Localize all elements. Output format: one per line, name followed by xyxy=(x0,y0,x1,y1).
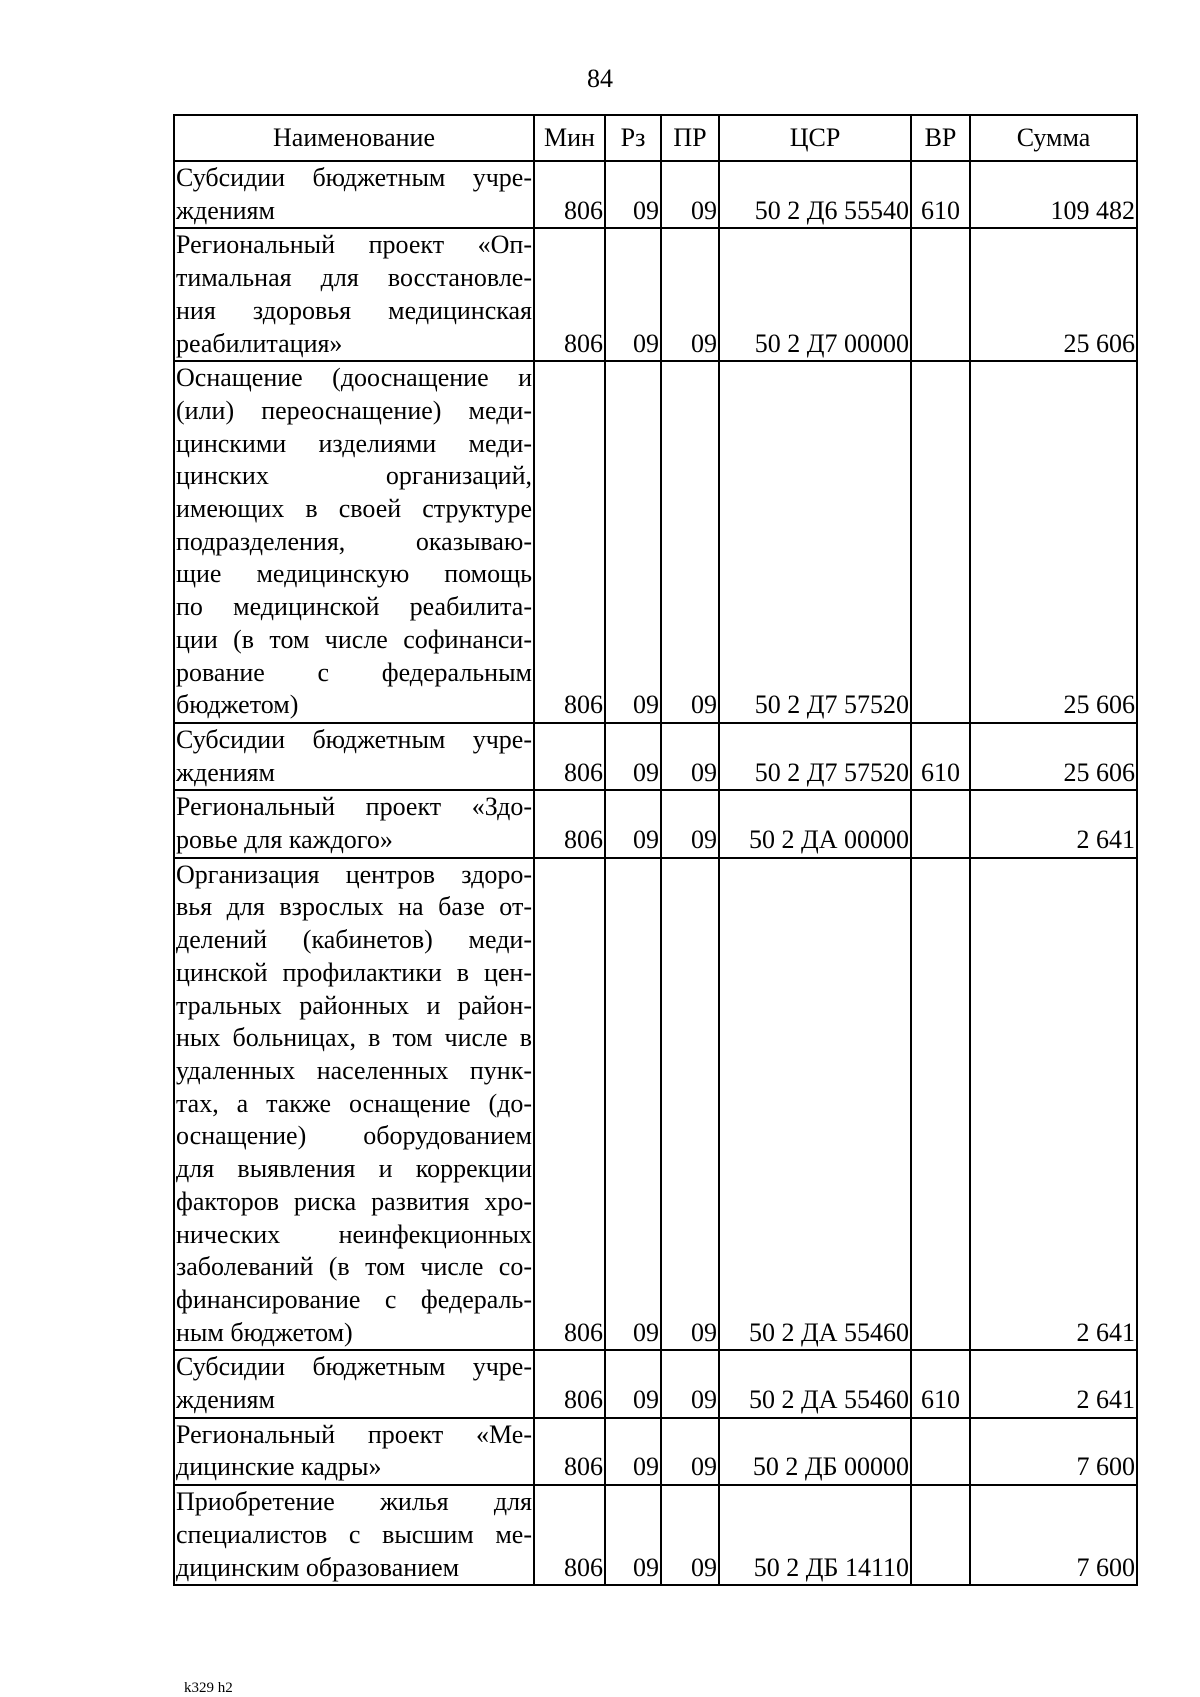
row-name-line: цинскими изделиями меди- xyxy=(176,428,532,458)
row-name-line: Оснащение (дооснащение и xyxy=(176,363,532,393)
row-name-line: заболеваний (в том числе со- xyxy=(176,1252,532,1282)
row-vr-cell xyxy=(911,1418,970,1485)
row-name-cell xyxy=(174,1418,534,1485)
table-row xyxy=(174,858,1137,1351)
row-csr-cell: 50 2 ДБ 00000 xyxy=(719,1418,911,1485)
table-row xyxy=(174,1418,1137,1485)
row-name-line: Приобретение жилья для xyxy=(176,1487,532,1517)
row-vr-cell xyxy=(911,361,970,723)
row-pr-cell: 09 xyxy=(661,1485,719,1585)
header-csr: ЦСР xyxy=(719,115,911,161)
row-sum-cell: 109 482 xyxy=(970,161,1137,228)
header-pr: ПР xyxy=(661,115,719,161)
row-name-line: цинских организаций, xyxy=(176,461,532,491)
row-vr-cell: 610 xyxy=(911,161,970,228)
row-rz-cell: 09 xyxy=(605,858,661,1351)
row-name-line: Региональный проект «Ме- xyxy=(176,1419,532,1449)
row-name-line: Организация центров здоро- xyxy=(176,859,532,889)
row-name-cell xyxy=(174,1350,534,1417)
row-name-cell xyxy=(174,1485,534,1585)
row-rz-cell: 09 xyxy=(605,1350,661,1417)
row-rz-cell: 09 xyxy=(605,228,661,361)
row-name-line: вья для взрослых на базе от- xyxy=(176,892,532,922)
row-csr-cell: 50 2 ДА 00000 xyxy=(719,790,911,857)
row-min-cell: 806 xyxy=(534,1350,605,1417)
row-name-line: имеющих в своей структуре xyxy=(176,494,532,524)
row-csr-cell: 50 2 Д7 57520 xyxy=(719,361,911,723)
row-name-line: дицинские кадры» xyxy=(176,1452,382,1482)
row-name-cell xyxy=(174,723,534,790)
row-sum-cell: 7 600 xyxy=(970,1418,1137,1485)
row-rz-cell: 09 xyxy=(605,361,661,723)
row-min-cell: 806 xyxy=(534,790,605,857)
row-csr-cell: 50 2 Д7 57520 xyxy=(719,723,911,790)
row-vr-cell xyxy=(911,790,970,857)
row-sum-cell: 2 641 xyxy=(970,1350,1137,1417)
row-min-cell: 806 xyxy=(534,361,605,723)
row-name-line: рование с федеральным xyxy=(176,657,532,687)
row-rz-cell: 09 xyxy=(605,790,661,857)
row-name-line: Региональный проект «Оп- xyxy=(176,230,532,260)
table-row xyxy=(174,1485,1137,1585)
row-csr-cell: 50 2 ДА 55460 xyxy=(719,858,911,1351)
row-rz-cell: 09 xyxy=(605,1485,661,1585)
row-name-cell xyxy=(174,161,534,228)
table-header-row xyxy=(174,115,1137,161)
row-min-cell: 806 xyxy=(534,228,605,361)
header-min: Мин xyxy=(534,115,605,161)
row-name-line: реабилитация» xyxy=(176,328,343,358)
budget-table xyxy=(173,114,1138,1586)
row-name-cell xyxy=(174,858,534,1351)
row-min-cell: 806 xyxy=(534,161,605,228)
row-pr-cell: 09 xyxy=(661,361,719,723)
row-name-line: подразделения, оказываю- xyxy=(176,526,532,556)
table-row xyxy=(174,723,1137,790)
row-name-line: для выявления и коррекции xyxy=(176,1154,532,1184)
row-name-line: бюджетом) xyxy=(176,690,299,720)
header-vr: ВР xyxy=(911,115,970,161)
row-name-cell xyxy=(174,228,534,361)
table-row xyxy=(174,1350,1137,1417)
row-sum-cell: 2 641 xyxy=(970,790,1137,857)
header-sum: Сумма xyxy=(970,115,1137,161)
row-csr-cell: 50 2 Д6 55540 xyxy=(719,161,911,228)
row-name-line: ждениям xyxy=(176,757,275,787)
row-pr-cell: 09 xyxy=(661,858,719,1351)
row-csr-cell: 50 2 Д7 00000 xyxy=(719,228,911,361)
row-name-line: ждениям xyxy=(176,1385,275,1415)
header-rz: Рз xyxy=(605,115,661,161)
row-name-line: ровье для каждого» xyxy=(176,825,393,855)
footer-code: k329 h2 xyxy=(184,1680,233,1696)
table-row xyxy=(174,228,1137,361)
row-pr-cell: 09 xyxy=(661,1350,719,1417)
row-pr-cell: 09 xyxy=(661,228,719,361)
row-min-cell: 806 xyxy=(534,858,605,1351)
row-min-cell: 806 xyxy=(534,723,605,790)
row-name-line: ным бюджетом) xyxy=(176,1317,353,1347)
row-rz-cell: 09 xyxy=(605,1418,661,1485)
row-rz-cell: 09 xyxy=(605,723,661,790)
row-vr-cell: 610 xyxy=(911,723,970,790)
row-name-line: нических неинфекционных xyxy=(176,1219,532,1249)
row-pr-cell: 09 xyxy=(661,723,719,790)
row-name-line: Субсидии бюджетным учре- xyxy=(176,1352,532,1382)
table-row xyxy=(174,790,1137,857)
row-pr-cell: 09 xyxy=(661,161,719,228)
row-name-line: тах, а также оснащение (до- xyxy=(176,1088,532,1118)
page-number: 84 xyxy=(587,64,613,93)
row-name-line: ции (в том числе софинанси- xyxy=(176,624,532,654)
table-row xyxy=(174,161,1137,228)
row-name-line: ждениям xyxy=(176,195,275,225)
row-name-line: ных больницах, в том числе в xyxy=(176,1023,532,1053)
row-min-cell: 806 xyxy=(534,1418,605,1485)
row-csr-cell: 50 2 ДБ 14110 xyxy=(719,1485,911,1585)
row-pr-cell: 09 xyxy=(661,1418,719,1485)
row-name-line: дицинским образованием xyxy=(176,1552,460,1582)
row-vr-cell: 610 xyxy=(911,1350,970,1417)
row-min-cell: 806 xyxy=(534,1485,605,1585)
row-csr-cell: 50 2 ДА 55460 xyxy=(719,1350,911,1417)
table-body xyxy=(174,161,1137,1585)
header-name: Наименование xyxy=(174,115,534,161)
row-name-line: оснащение) оборудованием xyxy=(176,1121,532,1151)
row-name-line: по медицинской реабилита- xyxy=(176,592,532,622)
row-name-line: специалистов с высшим ме- xyxy=(176,1519,532,1549)
row-sum-cell: 25 606 xyxy=(970,228,1137,361)
row-name-cell xyxy=(174,361,534,723)
row-name-line: цинской профилактики в цен- xyxy=(176,957,532,987)
row-sum-cell: 7 600 xyxy=(970,1485,1137,1585)
row-name-line: Субсидии бюджетным учре- xyxy=(176,163,532,192)
row-name-line: финансирование с федераль- xyxy=(176,1284,532,1314)
row-vr-cell xyxy=(911,858,970,1351)
row-name-line: Субсидии бюджетным учре- xyxy=(176,724,532,754)
table-row xyxy=(174,361,1137,723)
row-name-line: делений (кабинетов) меди- xyxy=(176,925,532,955)
row-name-line: тимальная для восстановле- xyxy=(176,263,532,293)
row-sum-cell: 25 606 xyxy=(970,723,1137,790)
row-sum-cell: 2 641 xyxy=(970,858,1137,1351)
row-sum-cell: 25 606 xyxy=(970,361,1137,723)
row-pr-cell: 09 xyxy=(661,790,719,857)
row-name-line: ния здоровья медицинская xyxy=(176,295,532,325)
row-name-line: удаленных населенных пунк- xyxy=(176,1055,532,1085)
row-name-line: Региональный проект «Здо- xyxy=(176,792,532,822)
row-name-line: (или) переоснащение) меди- xyxy=(176,395,532,425)
row-name-line: факторов риска развития хро- xyxy=(176,1186,532,1216)
row-rz-cell: 09 xyxy=(605,161,661,228)
row-name-line: тральных районных и район- xyxy=(176,990,532,1020)
row-vr-cell xyxy=(911,228,970,361)
row-name-line: щие медицинскую помощь xyxy=(176,559,532,589)
row-name-cell xyxy=(174,790,534,857)
row-vr-cell xyxy=(911,1485,970,1585)
